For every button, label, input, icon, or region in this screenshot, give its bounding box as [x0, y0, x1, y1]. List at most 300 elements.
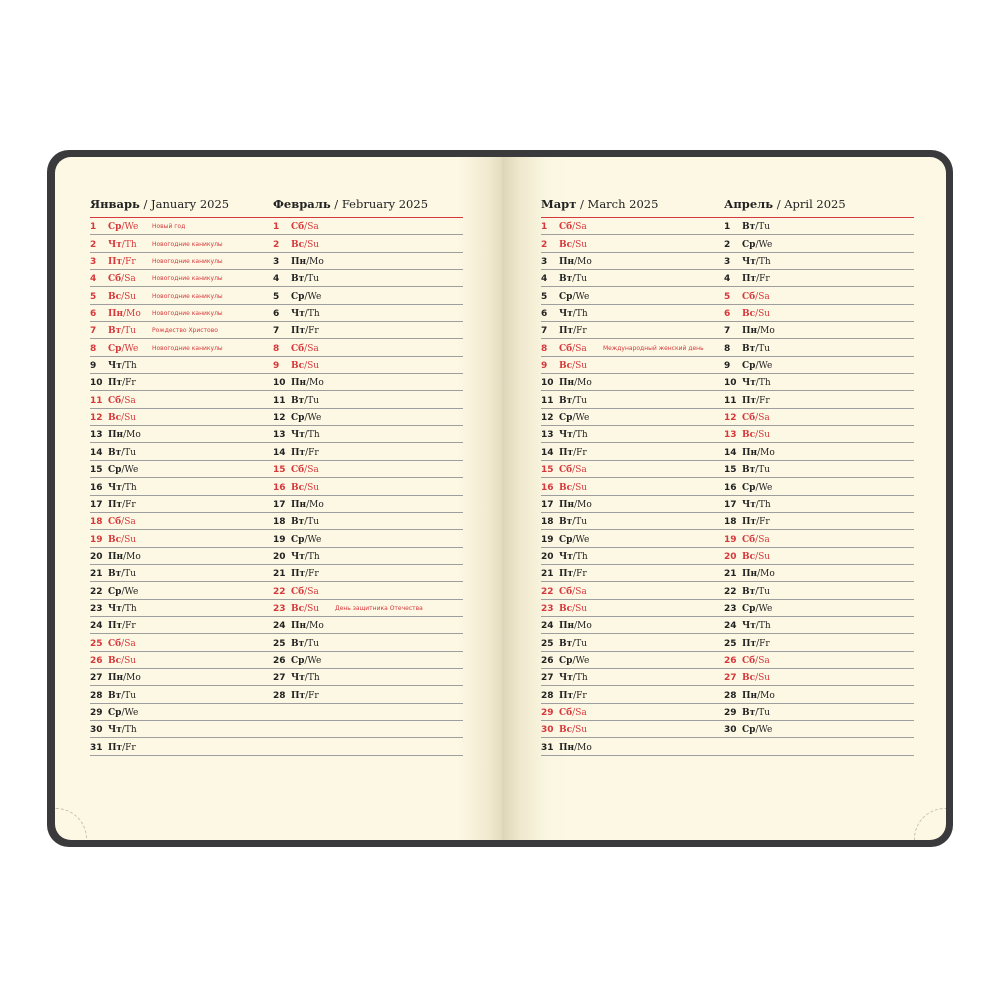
weekday: Сб/Sa [559, 465, 587, 476]
day-row [273, 669, 463, 686]
month-name-ru: Январь [90, 197, 140, 211]
weekday: Чт/Th [559, 551, 588, 562]
day-row [724, 322, 914, 339]
weekday: Чт/Th [742, 499, 771, 510]
holiday-note: Новогодние каникулы [152, 344, 223, 352]
day-row [724, 721, 914, 738]
weekday-ru: Чт [108, 725, 122, 736]
weekday-ru: Пт [559, 569, 574, 580]
day-number: 7 [273, 326, 280, 337]
month-name-en: February 2025 [341, 197, 429, 211]
weekday: Вс/Su [291, 482, 320, 493]
day-number: 17 [90, 499, 103, 510]
weekday-en: We [758, 361, 773, 372]
day-row [541, 478, 731, 495]
weekday-en: Su [124, 655, 137, 666]
weekday-en: Fr [308, 326, 319, 337]
weekday-en: Fr [308, 690, 319, 701]
weekday-ru: Пт [559, 690, 574, 701]
day-number: 27 [724, 673, 737, 684]
weekday-en: Mo [309, 257, 324, 268]
weekday: Сб/Sa [559, 222, 587, 233]
weekday-ru: Сб [291, 222, 305, 233]
day-row [90, 600, 280, 617]
weekday-en: Tu [758, 465, 771, 476]
day-row [273, 426, 463, 443]
day-number: 24 [273, 621, 286, 632]
weekday-en: Tu [307, 638, 320, 649]
weekday-ru: Пн [559, 742, 575, 753]
weekday: Чт/Th [291, 673, 320, 684]
weekday-en: Mo [126, 309, 141, 320]
weekday-en: Su [575, 603, 588, 614]
weekday-en: Tu [124, 447, 137, 458]
weekday-en: Th [758, 378, 771, 389]
weekday-ru: Пн [108, 309, 124, 320]
weekday: Чт/Th [742, 621, 771, 632]
weekday: Вс/Su [742, 673, 771, 684]
weekday-en: Th [575, 430, 588, 441]
holiday-note: Новогодние каникулы [152, 292, 223, 300]
day-row [273, 704, 463, 721]
weekday-ru: Чт [559, 309, 573, 320]
day-number: 14 [273, 447, 286, 458]
weekday-ru: Пт [108, 257, 123, 268]
weekday-en: We [575, 655, 590, 666]
weekday-en: Th [307, 309, 320, 320]
weekday-ru: Пт [742, 395, 757, 406]
weekday-ru: Пт [742, 638, 757, 649]
weekday-ru: Сб [108, 517, 122, 528]
weekday-ru: Вс [291, 361, 305, 372]
weekday: Вс/Su [559, 239, 588, 250]
day-number: 24 [541, 621, 554, 632]
weekday: Вт/Tu [742, 465, 771, 476]
day-row [541, 235, 731, 252]
day-row [273, 548, 463, 565]
day-row [273, 287, 463, 304]
month-april [724, 195, 914, 756]
weekday-ru: Пн [559, 257, 575, 268]
weekday: Сб/Sa [559, 707, 587, 718]
day-number: 13 [90, 430, 103, 441]
weekday: Пн/Mo [108, 551, 141, 562]
weekday-en: Su [758, 430, 771, 441]
day-row [90, 426, 280, 443]
weekday: Пн/Mo [559, 742, 592, 753]
weekday: Чт/Th [742, 257, 771, 268]
weekday: Вс/Su [559, 482, 588, 493]
weekday: Вт/Tu [742, 586, 771, 597]
weekday: Вс/Su [291, 239, 320, 250]
weekday-ru: Вс [108, 291, 122, 302]
weekday-en: Tu [307, 395, 320, 406]
weekday: Пн/Mo [291, 378, 324, 389]
day-number: 9 [724, 361, 731, 372]
day-number: 10 [724, 378, 737, 389]
day-number: 6 [541, 309, 548, 320]
weekday-en: Fr [125, 742, 136, 753]
day-row [724, 686, 914, 703]
weekday-ru: Вт [742, 343, 756, 354]
weekday: Пт/Fr [108, 257, 136, 268]
day-number: 18 [273, 517, 286, 528]
weekday-ru: Чт [108, 239, 122, 250]
weekday-ru: Пн [108, 673, 124, 684]
weekday-en: Sa [575, 343, 587, 354]
day-row [273, 305, 463, 322]
weekday-ru: Чт [291, 430, 305, 441]
month-header: Апрель / April 2025 [724, 195, 914, 218]
weekday: Чт/Th [108, 239, 137, 250]
weekday: Сб/Sa [559, 343, 587, 354]
weekday-ru: Пт [742, 274, 757, 285]
weekday: Пн/Mo [559, 621, 592, 632]
day-number: 16 [90, 482, 103, 493]
day-number: 16 [273, 482, 286, 493]
day-row [273, 357, 463, 374]
day-number: 2 [273, 239, 280, 250]
weekday: Сб/Sa [742, 534, 770, 545]
day-row [90, 461, 280, 478]
day-row [273, 409, 463, 426]
holiday-note: Новогодние каникулы [152, 275, 223, 283]
weekday-ru: Сб [559, 465, 573, 476]
day-row [724, 530, 914, 547]
month-january [90, 195, 280, 756]
weekday: Пт/Fr [291, 326, 319, 337]
weekday: Пт/Fr [559, 326, 587, 337]
weekday: Чт/Th [559, 309, 588, 320]
day-number: 26 [724, 655, 737, 666]
day-row [273, 738, 463, 755]
weekday: Пн/Mo [742, 569, 775, 580]
weekday-ru: Чт [742, 621, 756, 632]
weekday: Вт/Tu [742, 222, 771, 233]
weekday-ru: Пт [108, 742, 123, 753]
day-number: 15 [724, 465, 737, 476]
weekday-en: We [758, 725, 773, 736]
weekday: Чт/Th [108, 361, 137, 372]
weekday-ru: Пн [291, 257, 307, 268]
weekday-en: Sa [307, 465, 319, 476]
weekday: Вс/Su [108, 413, 137, 424]
weekday-en: Sa [758, 291, 770, 302]
weekday-en: Sa [307, 586, 319, 597]
weekday-en: Su [307, 239, 320, 250]
weekday: Ср/We [108, 222, 139, 233]
day-number: 14 [724, 447, 737, 458]
month-header: Февраль / February 2025 [273, 195, 463, 218]
weekday-ru: Вс [559, 603, 573, 614]
month-header: Январь / January 2025 [90, 195, 280, 218]
weekday: Пт/Fr [291, 447, 319, 458]
weekday-ru: Вт [291, 395, 305, 406]
weekday-ru: Ср [291, 655, 305, 666]
weekday: Сб/Sa [559, 586, 587, 597]
weekday: Ср/We [108, 586, 139, 597]
weekday: Ср/We [291, 291, 322, 302]
weekday: Пт/Fr [559, 447, 587, 458]
day-number: 4 [724, 274, 731, 285]
day-number: 13 [541, 430, 554, 441]
weekday-ru: Вт [742, 707, 756, 718]
weekday-ru: Вт [108, 690, 122, 701]
weekday-ru: Сб [742, 291, 756, 302]
weekday: Пт/Fr [291, 690, 319, 701]
day-row [724, 218, 914, 235]
holiday-note: Новогодние каникулы [152, 310, 223, 318]
day-row [724, 548, 914, 565]
weekday-ru: Пт [108, 621, 123, 632]
weekday-en: Fr [576, 569, 587, 580]
day-number: 10 [541, 378, 554, 389]
weekday-ru: Ср [559, 291, 573, 302]
weekday: Ср/We [559, 655, 590, 666]
day-number: 21 [541, 569, 554, 580]
weekday-ru: Ср [291, 291, 305, 302]
day-number: 26 [90, 655, 103, 666]
weekday-ru: Сб [742, 655, 756, 666]
day-number: 10 [90, 378, 103, 389]
weekday-en: We [307, 534, 322, 545]
day-row [90, 565, 280, 582]
day-number: 13 [273, 430, 286, 441]
day-row [541, 496, 731, 513]
weekday: Ср/We [291, 655, 322, 666]
day-row [724, 600, 914, 617]
weekday: Пн/Mo [742, 326, 775, 337]
weekday-en: Mo [577, 621, 592, 632]
weekday: Ср/We [742, 725, 773, 736]
day-number: 28 [273, 690, 286, 701]
weekday-ru: Чт [108, 482, 122, 493]
weekday-ru: Вс [108, 655, 122, 666]
weekday-ru: Сб [559, 586, 573, 597]
weekday-en: Sa [758, 534, 770, 545]
weekday-en: We [575, 413, 590, 424]
weekday: Вт/Tu [108, 569, 137, 580]
day-row [724, 478, 914, 495]
weekday: Чт/Th [291, 551, 320, 562]
weekday-en: Sa [758, 655, 770, 666]
day-row [90, 738, 280, 755]
day-number: 19 [90, 534, 103, 545]
weekday-ru: Вс [742, 430, 756, 441]
weekday-en: Fr [759, 517, 770, 528]
weekday-en: Th [758, 499, 771, 510]
day-row [724, 253, 914, 270]
weekday-en: Tu [124, 326, 137, 337]
day-number: 2 [90, 239, 97, 250]
day-row [541, 461, 731, 478]
day-number: 15 [541, 465, 554, 476]
day-row [541, 357, 731, 374]
weekday-ru: Пт [291, 326, 306, 337]
day-number: 23 [273, 603, 286, 614]
weekday-ru: Вт [559, 638, 573, 649]
day-number: 23 [724, 603, 737, 614]
weekday-en: Fr [576, 326, 587, 337]
weekday-en: Sa [124, 395, 136, 406]
day-number: 22 [724, 586, 737, 597]
weekday-ru: Вс [742, 551, 756, 562]
weekday-ru: Чт [291, 673, 305, 684]
weekday-ru: Сб [559, 222, 573, 233]
day-number: 9 [541, 361, 548, 372]
day-number: 20 [724, 551, 737, 562]
day-row [90, 218, 280, 235]
weekday: Чт/Th [291, 309, 320, 320]
day-number: 6 [90, 309, 97, 320]
weekday-en: Su [307, 603, 320, 614]
weekday-ru: Вс [559, 725, 573, 736]
corner-pocket-left [55, 808, 87, 840]
weekday-en: Sa [575, 586, 587, 597]
weekday: Сб/Sa [108, 638, 136, 649]
weekday-en: Su [124, 534, 137, 545]
day-number: 9 [273, 361, 280, 372]
weekday-ru: Чт [742, 499, 756, 510]
day-row [724, 582, 914, 599]
weekday-ru: Чт [559, 673, 573, 684]
weekday: Чт/Th [108, 482, 137, 493]
day-number: 18 [724, 517, 737, 528]
holiday-note: Новогодние каникулы [152, 240, 223, 248]
weekday-en: Tu [575, 274, 588, 285]
day-row [724, 461, 914, 478]
day-row [724, 391, 914, 408]
weekday-en: We [124, 343, 139, 354]
day-row [273, 582, 463, 599]
weekday: Вт/Tu [559, 274, 588, 285]
weekday-en: Su [307, 482, 320, 493]
weekday: Вс/Su [742, 430, 771, 441]
day-row [273, 565, 463, 582]
day-number: 26 [273, 655, 286, 666]
day-number: 8 [90, 343, 97, 354]
day-number: 29 [724, 707, 737, 718]
day-number: 20 [273, 551, 286, 562]
weekday-ru: Пн [742, 326, 758, 337]
day-row [724, 704, 914, 721]
weekday-ru: Ср [559, 655, 573, 666]
day-row [273, 253, 463, 270]
weekday-en: Th [124, 603, 137, 614]
weekday: Вт/Tu [742, 707, 771, 718]
weekday-ru: Пн [291, 378, 307, 389]
day-number: 20 [541, 551, 554, 562]
day-row [90, 686, 280, 703]
month-name-ru: Апрель [724, 197, 774, 211]
weekday-en: Tu [307, 517, 320, 528]
day-number: 19 [724, 534, 737, 545]
weekday: Сб/Sa [291, 343, 319, 354]
weekday-ru: Ср [559, 534, 573, 545]
weekday-en: We [124, 465, 139, 476]
day-row [273, 600, 463, 617]
weekday-ru: Пн [559, 378, 575, 389]
weekday-ru: Пн [291, 499, 307, 510]
day-number: 12 [90, 413, 103, 424]
weekday-en: Th [124, 361, 137, 372]
weekday: Ср/We [742, 361, 773, 372]
weekday-en: Su [307, 361, 320, 372]
weekday: Пн/Mo [291, 621, 324, 632]
day-number: 8 [724, 343, 731, 354]
weekday: Пт/Fr [291, 569, 319, 580]
weekday-ru: Вт [559, 517, 573, 528]
weekday-ru: Пн [559, 621, 575, 632]
weekday-en: Tu [758, 586, 771, 597]
day-number: 30 [541, 725, 554, 736]
weekday-en: Th [758, 257, 771, 268]
weekday-ru: Пт [291, 690, 306, 701]
day-number: 26 [541, 655, 554, 666]
weekday-ru: Вс [742, 673, 756, 684]
weekday-en: Tu [307, 274, 320, 285]
weekday: Чт/Th [559, 673, 588, 684]
day-number: 11 [724, 395, 737, 406]
day-number: 18 [90, 517, 103, 528]
weekday-ru: Чт [291, 551, 305, 562]
weekday: Сб/Sa [742, 291, 770, 302]
weekday-en: Su [575, 725, 588, 736]
day-row [541, 617, 731, 634]
weekday: Пт/Fr [742, 638, 770, 649]
holiday-note: Международный женский день [603, 344, 704, 352]
weekday-ru: Пн [742, 690, 758, 701]
weekday: Пт/Fr [742, 395, 770, 406]
day-number: 3 [724, 257, 731, 268]
weekday-ru: Вс [559, 239, 573, 250]
day-row [541, 443, 731, 460]
day-number: 28 [541, 690, 554, 701]
month-february [273, 195, 463, 756]
weekday-ru: Чт [742, 378, 756, 389]
day-row [90, 652, 280, 669]
weekday-ru: Пн [742, 447, 758, 458]
day-number: 5 [90, 291, 97, 302]
weekday: Чт/Th [291, 430, 320, 441]
day-row [724, 513, 914, 530]
day-row [273, 634, 463, 651]
day-number: 30 [724, 725, 737, 736]
weekday-ru: Ср [291, 413, 305, 424]
weekday-en: We [124, 222, 139, 233]
day-row [90, 530, 280, 547]
weekday-ru: Вс [108, 413, 122, 424]
day-number: 11 [90, 395, 103, 406]
day-row [273, 391, 463, 408]
day-number: 28 [724, 690, 737, 701]
day-number: 27 [273, 673, 286, 684]
weekday: Вс/Su [108, 655, 137, 666]
weekday-ru: Пт [291, 569, 306, 580]
weekday-ru: Вс [291, 239, 305, 250]
day-row [273, 374, 463, 391]
weekday: Вт/Tu [108, 690, 137, 701]
weekday-ru: Вт [108, 447, 122, 458]
day-number: 1 [724, 222, 731, 233]
weekday-en: We [758, 482, 773, 493]
weekday-en: Sa [124, 517, 136, 528]
day-row [724, 496, 914, 513]
day-number: 24 [90, 621, 103, 632]
weekday: Пт/Fr [742, 274, 770, 285]
weekday-en: Mo [126, 673, 141, 684]
day-row [724, 738, 914, 755]
